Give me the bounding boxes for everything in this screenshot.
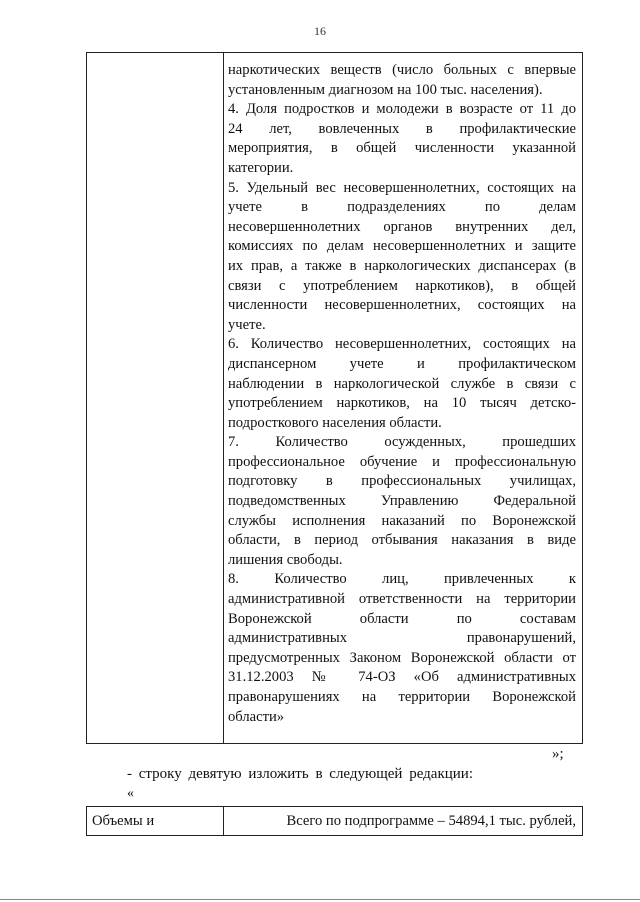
text-line: подведомственных Управлению Федеральной (228, 493, 576, 510)
text-line: подросткового населения области. (228, 414, 442, 431)
funding-total: Всего по подпрограмме – 54894,1 тыс. рублей, (286, 813, 576, 829)
page-bottom-edge (0, 899, 640, 900)
text-line: 7. Количество осужденных, прошедших (228, 434, 576, 451)
text-line: подготовку в профессиональных училищах, (228, 473, 576, 490)
text-line: учете. (228, 316, 266, 333)
text-line: 6. Количество несовершеннолетних, состоящих на (228, 336, 576, 353)
text-line: 8. Количество лиц, привлеченных к (228, 571, 576, 588)
text-line: наблюдении в наркологической службе в связи с (228, 375, 576, 392)
text-line: правонарушениях на территории Воронежской (228, 689, 576, 705)
text-line: численности несовершеннолетних, состоящих на (228, 297, 576, 314)
text-line: 4. Доля подростков и молодежи в возрасте от 11 до (228, 101, 576, 118)
text-line: области, в период отбывания наказания в виде (228, 532, 576, 549)
text-line: лишения свободы. (228, 551, 343, 568)
page-number: 16 (314, 24, 326, 38)
text-line: несовершеннолетних органов внутренних дел, (228, 218, 576, 235)
program-table (86, 52, 583, 744)
text-line: мероприятия, в общей численности указанной (228, 140, 576, 157)
text-line: категории. (228, 159, 294, 176)
funding-table-row (86, 806, 583, 836)
text-line: 31.12.2003 № 74-ОЗ «Об административных (228, 669, 576, 686)
text-line: связи с употреблением наркотиков), в общей (228, 277, 576, 294)
text-line: административных правонарушений, (228, 630, 576, 647)
text-line: Воронежской области по составам (228, 610, 576, 627)
text-line: установленным диагнозом на 100 тыс. населения). (228, 81, 543, 98)
text-line: области» (228, 708, 285, 725)
indicators-cell (228, 61, 576, 727)
row-heading: Объемы и (92, 813, 155, 829)
closing-quote: »; (552, 746, 564, 762)
text-line: административной ответственности на территории (228, 591, 576, 608)
text-line: 24 лет, вовлеченных в профилактические (228, 120, 576, 137)
text-line: диспансерном учете и профилактическом (228, 355, 576, 372)
column-divider (223, 807, 224, 835)
text-line: учете в подразделениях по делам (228, 199, 576, 216)
amendment-instruction: - строку девятую изложить в следующей редакции: (127, 766, 474, 782)
text-line: наркотических веществ (число больных с впервые (228, 62, 576, 78)
text-line: их прав, а также в наркологических диспансерах (в (228, 257, 576, 274)
text-line: комиссиях по делам несовершеннолетних и защите (228, 238, 576, 255)
text-line: употреблением наркотиков, на 10 тысяч детско- (228, 395, 576, 412)
text-line: службы исполнения наказаний по Воронежской (228, 512, 576, 529)
opening-quote: « (127, 786, 134, 801)
text-line: предусмотренных Законом Воронежской области от (228, 649, 576, 666)
column-divider (223, 53, 224, 743)
text-line: профессиональное обучение и профессиональную (228, 453, 576, 470)
text-line: 5. Удельный вес несовершеннолетних, состоящих на (228, 179, 576, 196)
